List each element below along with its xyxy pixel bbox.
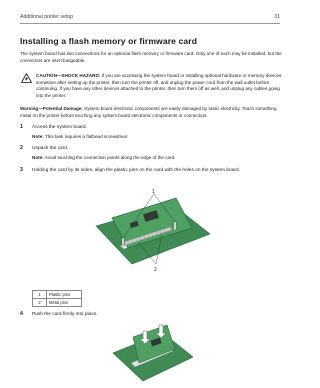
warning-paragraph: [20, 106, 282, 119]
step-1-note: [32, 134, 282, 141]
step-number: 4: [20, 311, 23, 317]
intro-paragraph: The system board has two connections for an optional flash memory or firmware card. Only one of each may be installed, but the connectors are interchangeable.: [20, 51, 282, 63]
header-rule: [20, 23, 280, 24]
flash-card-alignment-illustration: [92, 188, 212, 274]
note-label: Note:: [32, 134, 44, 139]
step-2: [20, 145, 282, 153]
legend-number: 1: [33, 291, 47, 299]
shock-hazard-icon: [21, 73, 32, 83]
warning-label: Warning—Potential Damage:: [20, 106, 83, 111]
step-text: Push the card firmly into place.: [32, 312, 98, 317]
step-text: Holding the card by its sides, align the plastic pins on the card with the holes on the system board.: [32, 168, 240, 173]
callout-2: 2: [154, 267, 157, 273]
step-number: 3: [20, 167, 23, 173]
caution-label: CAUTION—SHOCK HAZARD:: [36, 73, 101, 78]
caution-paragraph: [36, 73, 282, 99]
page-number: 31: [274, 14, 280, 20]
step-number: 1: [20, 124, 23, 130]
step-number: 2: [20, 145, 23, 151]
step-text: Access the system board.: [32, 125, 87, 130]
page-title: Installing a flash memory or firmware card: [20, 36, 198, 46]
note-text: This task requires a flathead screwdriver.: [43, 134, 129, 139]
legend-number: 2: [33, 299, 47, 307]
callout-1: 1: [152, 189, 155, 195]
step-1: [20, 124, 282, 132]
step-3: [20, 167, 282, 175]
note-text: Avoid touching the connection points along the edge of the card.: [43, 155, 176, 160]
caution-text: If you are accessing the system board or installing optional hardware or memory devices sometime after setting up the printer, then turn the printer off, and unplug the power cord from the wall outlet before continuing. If you have any other devices attached to the printer, then turn them off as well, and unplug any cables going into the printer.: [36, 73, 282, 98]
step-text: Unpack the card.: [32, 146, 69, 151]
section-title: Additional printer setup: [20, 14, 74, 20]
legend-label: Metal pins: [47, 299, 82, 307]
legend-label: Plastic pins: [47, 291, 82, 299]
note-label: Note:: [32, 155, 44, 160]
table-row: [33, 299, 82, 307]
warning-text: System board electronic components are easily damaged by static electricity. Touch something metal on the printer before touching any system board electronic components or connectors.: [20, 106, 277, 118]
figure-legend-table: [32, 290, 82, 307]
step-4: [20, 311, 282, 319]
push-card-illustration: [113, 323, 193, 383]
table-row: [33, 291, 82, 299]
step-2-note: [32, 155, 282, 162]
